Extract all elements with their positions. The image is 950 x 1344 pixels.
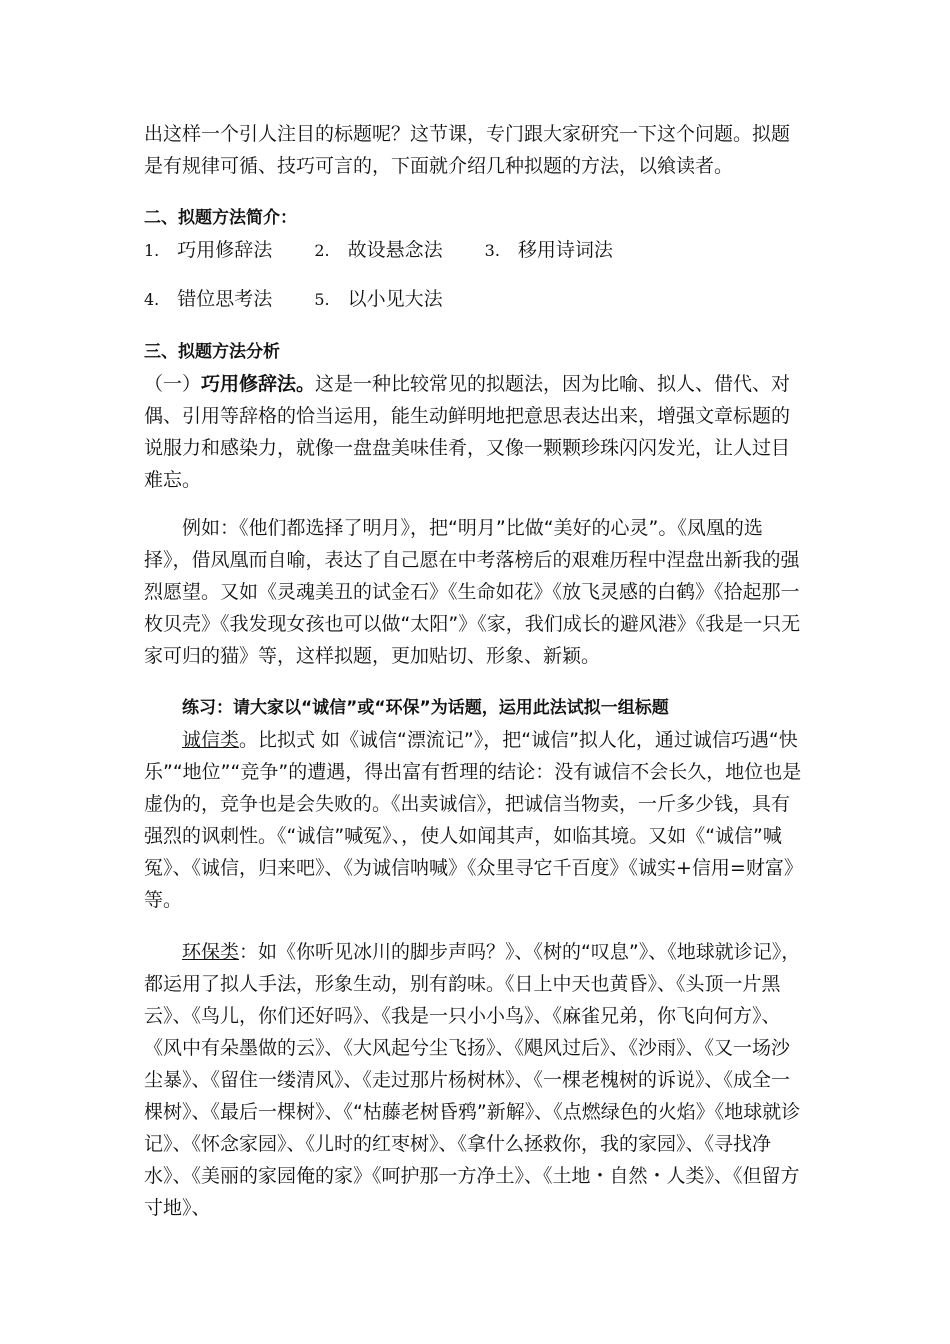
environment-category-label: 环保类	[182, 941, 240, 963]
method-item-3: 3. 移用诗词法	[484, 239, 613, 261]
document-page	[144, 118, 804, 1224]
rhetoric-method-paragraph: （一）巧用修辞法。这是一种比较常见的拟题法，因为比喻、拟人、借代、对偶、引用等辞格的恰当运用，能生动鲜明地把意思表达出来，增强文章标题的说服力和感染力，就像一盘盘美味佳肴，又像一颗颗珍珠闪闪发光，让人过目难忘。	[144, 373, 791, 491]
example-paragraph: 例如：《他们都选择了明月》，把“明月”比做“美好的心灵”。《凤凰的选择》，借凤凰而自喻，表达了自己愿在中考落榜后的艰难历程中涅盘出新我的强烈愿望。又如《灵魂美丑的试金石》《生命如花》《放飞灵感的白鹤》《拾起那一枚贝壳》《我发现女孩也可以做“太阳”》《家，我们成长的避风港》《我是一只无家可归的猫》等，这样拟题，更加贴切、形象、新颖。	[144, 517, 801, 667]
integrity-category-label: 诚信类	[182, 729, 240, 751]
methods-list-row-1	[144, 234, 804, 267]
subsection-title: 巧用修辞法	[201, 373, 297, 395]
integrity-paragraph: 诚信类。比拟式 如《诚信“漂流记”》，把“诚信”拟人化，通过诚信巧遇“快乐”“地位”“竞争”的遭遇，得出富有哲理的结论：没有诚信不会长久，地位也是虚伪的，竞争也是会失败的。《出卖诚信》，把诚信当物卖，一斤多少钱，具有强烈的讽刺性。《“诚信”喊冤》、，使人如闻其声，如临其境。又如《“诚信”喊冤》、《诚信，归来吧》、《为诚信呐喊》《众里寻它千百度》《诚实+信用=财富》等。	[144, 729, 803, 911]
section-heading-methods-analysis: 三、拟题方法分析	[144, 342, 280, 362]
methods-list-row-2	[144, 283, 804, 316]
intro-paragraph: 出这样一个引人注目的标题呢？这节课，专门跟大家研究一下这个问题。拟题是有规律可循、技巧可言的，下面就介绍几种拟题的方法，以飨读者。	[144, 123, 791, 177]
section-heading-methods-intro: 二、拟题方法简介：	[144, 208, 297, 228]
method-item-1: 1. 巧用修辞法	[144, 239, 273, 261]
method-item-4: 4. 错位思考法	[144, 288, 273, 310]
environment-paragraph: 环保类：如《你听见冰川的脚步声吗？》、《树的“叹息”》、《地球就诊记》，都运用了拟人手法，形象生动，别有韵味。《日上中天也黄昏》、《头顶一片黑云》、《鸟儿，你们还好吗》、《我是一只小小鸟》、《麻雀兄弟，你飞向何方》、《风中有朵墨做的云》、《大风起兮尘飞扬》、《飓风过后》、《沙雨》、《又一场沙尘暴》、《留住一缕清风》、《走过那片杨树林》、《一棵老槐树的诉说》、《成全一棵树》、《最后一棵树》、《“枯藤老树昏鸦”新解》、《点燃绿色的火焰》《地球就诊记》、《怀念家园》、《儿时的红枣树》、《拿什么拯救你，我的家园》、《寻找净水》、《美丽的家园俺的家》《呵护那一方净土》、《土地・自然・人类》、《但留方寸地》、	[144, 941, 801, 1219]
subsection-number: （一）	[144, 373, 202, 395]
method-item-2: 2. 故设悬念法	[314, 239, 443, 261]
exercise-prompt: 练习：请大家以“诚信”或“环保”为话题，运用此法试拟一组标题	[182, 698, 669, 718]
method-item-5: 5. 以小见大法	[314, 288, 443, 310]
